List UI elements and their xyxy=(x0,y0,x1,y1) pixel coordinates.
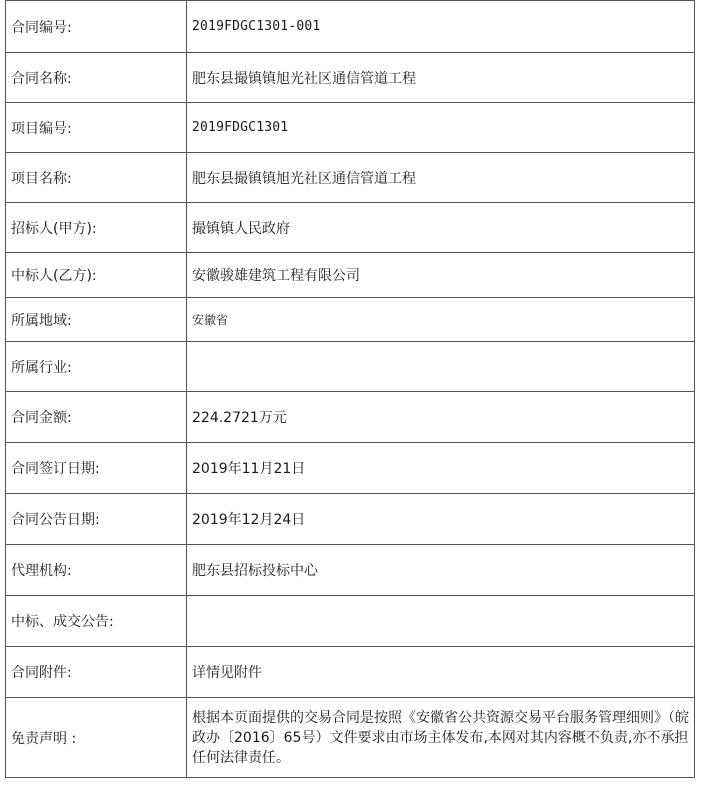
field-label: 合同公告日期: xyxy=(6,494,187,545)
row-contract-name xyxy=(6,53,695,103)
row-project-name xyxy=(6,153,695,203)
contract-number-value: 2019FDGC1301-001 xyxy=(187,1,695,53)
field-label: 中标、成交公告: xyxy=(6,596,187,647)
contract-name-value: 肥东县撮镇镇旭光社区通信管道工程 xyxy=(187,53,695,103)
row-agency xyxy=(6,545,695,596)
winning-bidder-value: 安徽骏雄建筑工程有限公司 xyxy=(187,253,695,298)
signing-date-value: 2019年11月21日 xyxy=(187,443,695,494)
contract-amount-value: 224.2721万元 xyxy=(187,392,695,443)
field-label: 项目编号: xyxy=(6,103,187,153)
attachment-link[interactable]: 详情见附件 xyxy=(187,647,695,698)
field-label: 招标人(甲方): xyxy=(6,203,187,253)
field-label: 合同名称: xyxy=(6,53,187,103)
row-attachment xyxy=(6,647,695,698)
field-label: 合同签订日期: xyxy=(6,443,187,494)
contract-info-table xyxy=(5,0,695,778)
industry-value xyxy=(187,342,695,392)
row-contract-amount xyxy=(6,392,695,443)
agency-value: 肥东县招标投标中心 xyxy=(187,545,695,596)
region-value: 安徽省 xyxy=(187,298,695,342)
row-announcement-date xyxy=(6,494,695,545)
field-label: 合同附件: xyxy=(6,647,187,698)
row-industry xyxy=(6,342,695,392)
row-winning-bidder xyxy=(6,253,695,298)
award-notice-value xyxy=(187,596,695,647)
row-award-notice xyxy=(6,596,695,647)
row-disclaimer xyxy=(6,698,695,778)
field-label: 代理机构: xyxy=(6,545,187,596)
project-number-value: 2019FDGC1301 xyxy=(187,103,695,153)
field-label: 所属地域: xyxy=(6,298,187,342)
tenderer-value: 撮镇镇人民政府 xyxy=(187,203,695,253)
announcement-date-value: 2019年12月24日 xyxy=(187,494,695,545)
field-label: 所属行业: xyxy=(6,342,187,392)
row-project-number xyxy=(6,103,695,153)
row-region xyxy=(6,298,695,342)
field-label: 合同编号: xyxy=(6,1,187,53)
disclaimer-text: 根据本页面提供的交易合同是按照《安徽省公共资源交易平台服务管理细则》（皖政办〔2016〕65号）文件要求由市场主体发布,本网对其内容概不负责,亦不承担任何法律责任。 xyxy=(187,698,695,778)
field-label: 免责声明 : xyxy=(6,698,187,778)
row-contract-number xyxy=(6,1,695,53)
row-tenderer xyxy=(6,203,695,253)
project-name-value: 肥东县撮镇镇旭光社区通信管道工程 xyxy=(187,153,695,203)
row-signing-date xyxy=(6,443,695,494)
field-label: 合同金额: xyxy=(6,392,187,443)
field-label: 中标人(乙方): xyxy=(6,253,187,298)
field-label: 项目名称: xyxy=(6,153,187,203)
